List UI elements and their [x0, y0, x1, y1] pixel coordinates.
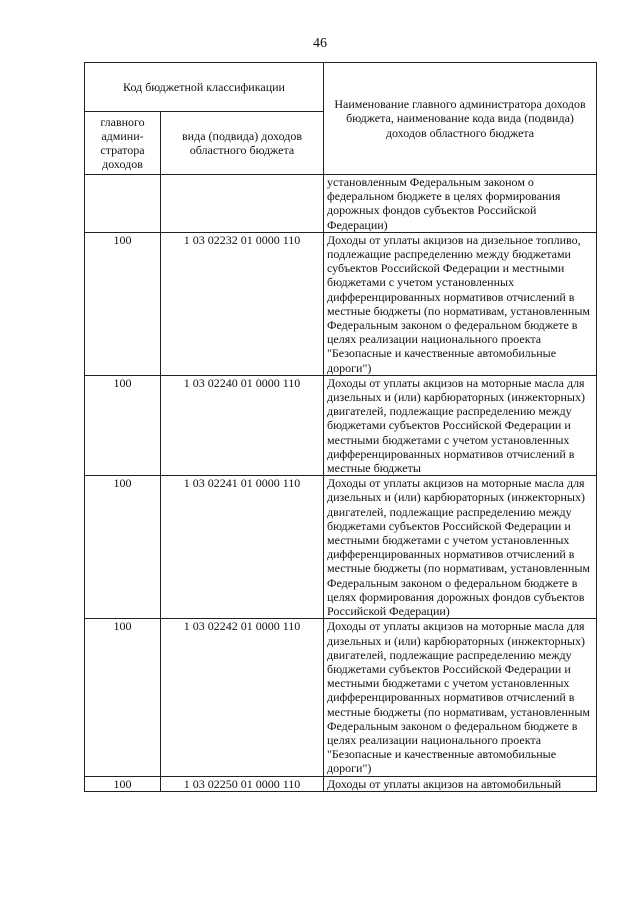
table-row — [85, 375, 597, 475]
code-cell: 1 03 02240 01 0000 110 — [161, 375, 324, 475]
table-row — [85, 476, 597, 619]
table-row — [85, 619, 597, 776]
code-cell — [161, 175, 324, 233]
admin-cell — [85, 175, 161, 233]
table-body — [85, 175, 597, 792]
admin-cell: 100 — [85, 375, 161, 475]
page-number: 46 — [313, 36, 327, 51]
table-row — [85, 776, 597, 791]
name-cell: Доходы от уплаты акцизов на моторные масла для дизельных и (или) карбюраторных (инжекторных) двигателей, подлежащие распределению между бюджетами субъектов Российской Федерации и местными бюджетами с учетом установленных дифференцированных нормативов отчислений в местные бюджеты (по нормативам, установленным Федеральным законом о федеральном бюджете в целях реализации национального проекта "Безопасные и качественные автомобильные дороги") — [324, 619, 597, 776]
admin-cell: 100 — [85, 232, 161, 375]
name-cell: Доходы от уплаты акцизов на моторные масла для дизельных и (или) карбюраторных (инжекторных) двигателей, подлежащие распределению между бюджетами субъектов Российской Федерации и местными бюджетами с учетом установленных дифференцированных нормативов отчислений в местные бюджеты — [324, 375, 597, 475]
admin-cell: 100 — [85, 476, 161, 619]
code-cell: 1 03 02232 01 0000 110 — [161, 232, 324, 375]
admin-cell: 100 — [85, 776, 161, 791]
name-cell: Доходы от уплаты акцизов на дизельное топливо, подлежащие распределению между бюджетами субъектов Российской Федерации и местными бюджетами с учетом установленных дифференцированных нормативов отчислений в местные бюджеты (по нормативам, установленным Федеральным законом о федеральном бюджете в целях реализации национального проекта "Безопасные и качественные автомобильные дороги") — [324, 232, 597, 375]
header-budget-classification-code: Код бюджетной классификации — [85, 63, 324, 112]
budget-classification-table — [84, 62, 597, 792]
code-cell: 1 03 02242 01 0000 110 — [161, 619, 324, 776]
name-cell: Доходы от уплаты акцизов на моторные масла для дизельных и (или) карбюраторных (инжекторных) двигателей, подлежащие распределению между бюджетами субъектов Российской Федерации и местными бюджетами с учетом установленных дифференцированных нормативов отчислений в местные бюджеты (по нормативам, установленным Федеральным законом о федеральном бюджете в целях формирования дорожных фондов субъектов Российской Федерации) — [324, 476, 597, 619]
header-revenue-type-code: вида (подвида) доходов областного бюджета — [161, 112, 324, 175]
header-admin-code: главного админи-стратора доходов — [85, 112, 161, 175]
admin-cell: 100 — [85, 619, 161, 776]
table-header — [85, 63, 597, 175]
code-cell: 1 03 02241 01 0000 110 — [161, 476, 324, 619]
name-cell: Доходы от уплаты акцизов на автомобильный — [324, 776, 597, 791]
table-row — [85, 232, 597, 375]
header-name: Наименование главного администратора доходов бюджета, наименование кода вида (подвида) доходов областного бюджета — [324, 63, 597, 175]
table-row — [85, 175, 597, 233]
name-cell: установленным Федеральным законом о федеральном бюджете в целях формирования дорожных фондов субъектов Российской Федерации) — [324, 175, 597, 233]
code-cell: 1 03 02250 01 0000 110 — [161, 776, 324, 791]
